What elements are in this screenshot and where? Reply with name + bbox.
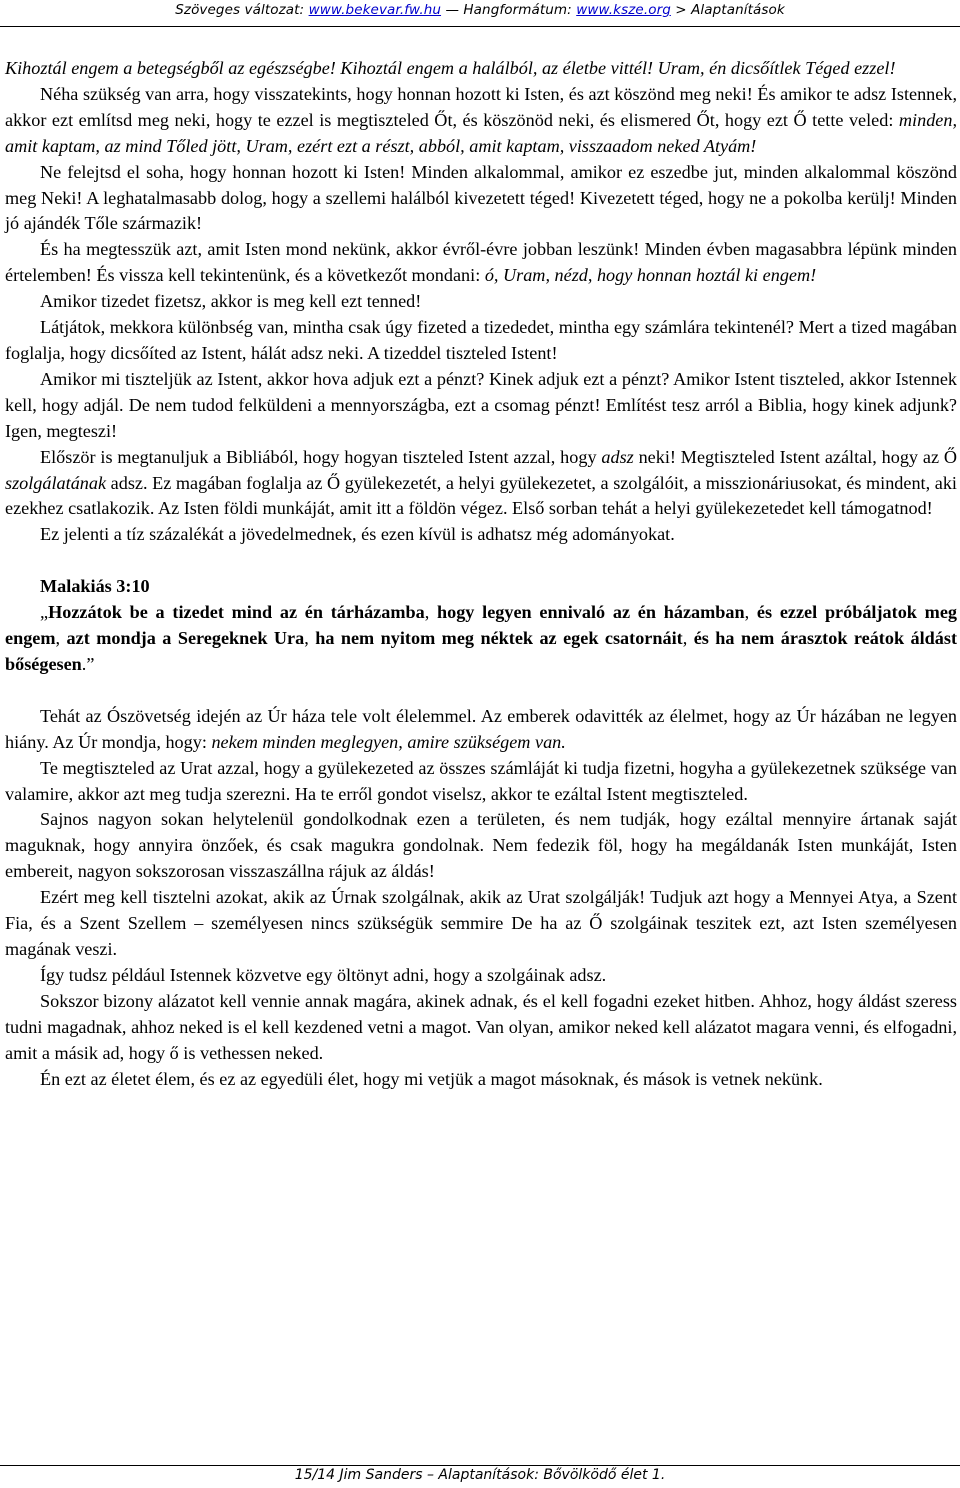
text: Ezért meg kell tisztelni azokat, akik az Úrnak szolgálnak, akik az Urat szolgálják! Tudjuk azt hogy a Mennyei Atya, a Szent Fia, és a Szent Szellem – személyesen nincs szükségük semmire De ha az Ő szolgáinak teszitek ezt, azt Isten személyesen magának veszi. bbox=[5, 887, 957, 959]
text: Ne felejtsd el soha, hogy honnan hozott ki Isten! Minden alkalommal, amikor ez eszedbe jut, minden alkalommal köszönd meg Neki! A leghatalmasabb dolog, hogy a szellemi halálból kivezetett téged! Kivezetett téged, hogy ne a pokolba kerülj! Minden jó ajándék Tőle származik! bbox=[5, 161, 957, 234]
paragraph bbox=[5, 289, 957, 315]
text: , bbox=[682, 628, 694, 649]
text: Ez jelenti a tíz százalékát a jövedelmednek, és ezen kívül is adhatsz még adományokat. bbox=[40, 524, 675, 545]
bold-text: és ha nem árasztok reátok áldást bőségesen bbox=[5, 628, 958, 674]
header-text-prefix: Szöveges változat: bbox=[175, 2, 309, 18]
italic-text: adsz bbox=[601, 446, 634, 467]
open-quote: „ bbox=[40, 602, 49, 623]
paragraph bbox=[5, 445, 957, 523]
paragraph bbox=[5, 756, 957, 808]
close-quote: .” bbox=[81, 653, 95, 674]
text: Látjátok, mekkora különbség van, mintha csak úgy fizeted a tizededet, mintha egy számlára tekintenél? Mert a tized magában foglalja, hogy dicsőíted az Istent, hálát adsz neki. A tizeddel tiszteled Istent! bbox=[5, 317, 957, 363]
text: adsz. Ez magában foglalja az Ő gyülekezetét, a helyi gyülekezetet, a szolgálóit, a misszionáriusokat, és mindent, aki ezekhez csatlakozik. Az Isten földi munkáját, amit itt a földön végez. Első sorban tehát a helyi gyülekezetedet kell támogatnod! bbox=[5, 472, 957, 519]
header-text-suffix: > Alaptanítások bbox=[670, 2, 785, 18]
text: Így tudsz például Istennek közvetve egy öltönyt adni, hogy a szolgáinak adsz. bbox=[40, 964, 607, 985]
footer-divider bbox=[0, 1465, 960, 1466]
text: , bbox=[304, 628, 316, 649]
bold-text: és ezzel próbáljatok meg engem bbox=[5, 602, 957, 649]
header-divider bbox=[0, 26, 960, 27]
paragraph bbox=[5, 704, 957, 756]
paragraph bbox=[5, 885, 957, 963]
bekevar-link[interactable]: www.bekevar.fw.hu bbox=[308, 2, 442, 18]
scripture-reference: Malakiás 3:10 bbox=[40, 576, 150, 597]
paragraph bbox=[5, 82, 957, 160]
paragraph bbox=[5, 963, 957, 989]
paragraph bbox=[5, 315, 957, 367]
text: Amikor mi tiszteljük az Istent, akkor hova adjuk ezt a pénzt? Kinek adjuk ezt a pénzt? Amikor Istent tiszteled, akkor Istennek kell, hogy adjál. De nem tudod felküldeni a mennyországba, ezt a csomag pénzt! Említést tesz arról a Biblia, hogy kinek adjunk? Igen, megteszi! bbox=[5, 368, 957, 441]
scripture-quote bbox=[5, 600, 957, 678]
text: , bbox=[744, 602, 757, 623]
text: , bbox=[55, 628, 67, 649]
text: , bbox=[424, 602, 437, 623]
paragraph bbox=[5, 522, 957, 548]
text: Sokszor bizony alázatot kell vennie annak magára, akinek adnak, és el kell fogadni ezeket hitben. Ahhoz, hogy áldást szeress tudni magadnak, ahhoz neked is el kell kezdened vetni a magot. Van olyan, amikor neked kell alázatot magara venni, és elfogadni, amit a másik ad, hogy ő is vethessen neked. bbox=[5, 990, 957, 1063]
page-header bbox=[0, 2, 960, 18]
paragraph bbox=[5, 56, 957, 82]
header-text-mid: — Hangformátum: bbox=[441, 2, 577, 18]
text: Először is megtanuljuk a Bibliából, hogy hogyan tiszteled Istent azzal, hogy bbox=[40, 446, 602, 467]
spacer bbox=[5, 548, 957, 574]
paragraph bbox=[5, 989, 957, 1067]
bold-text: ha nem nyitom meg néktek az egek csatornáit bbox=[315, 628, 683, 649]
paragraph bbox=[5, 367, 957, 445]
paragraph bbox=[5, 160, 957, 238]
paragraph bbox=[5, 1067, 957, 1093]
text: Amikor tizedet fizetsz, akkor is meg kell ezt tenned! bbox=[40, 291, 422, 312]
ksze-link[interactable]: www.ksze.org bbox=[576, 2, 671, 18]
text: Én ezt az életet élem, és ez az egyedüli élet, hogy mi vetjük a magot másoknak, és mások is vetnek nekünk. bbox=[40, 1068, 823, 1089]
text: Sajnos nagyon sokan helytelenül gondolkodnak ezen a területen, és nem tudják, hogy ezáltal mennyire ártanak saját maguknak, hogy annyira önzőek, és csak magukra gondolnak. Nem fedezik föl, hogy ha megáldanák Isten munkáját, Isten embereit, nagyon sokszorosan visszaszállna rájuk az áldás! bbox=[5, 809, 957, 882]
bold-text: azt mondja a Seregeknek Ura bbox=[66, 628, 305, 649]
text: Te megtiszteled az Urat azzal, hogy a gyülekezeted az összes számláját ki tudja fizetni, hogyha a gyülekezetnek szüksége van valamire, akkor azt meg tudja szerezni. Ha te erről gondot viselsz, akkor te ezáltal Istent megtiszteled. bbox=[5, 757, 957, 804]
text: Néha szükség van arra, hogy visszatekints, hogy honnan hozott ki Isten, és azt köszönd meg neki! És amikor te adsz Istennek, akkor ezt említsd meg neki, hogy te ezzel is megtiszteled Őt, és köszönöd neki, és elismered Őt, hogy ezt Ő tette veled: bbox=[5, 83, 957, 130]
bold-text: Hozzátok be a tizedet mind az én tárházamba bbox=[48, 602, 425, 623]
italic-text: szolgálatának bbox=[5, 472, 107, 493]
italic-text: nekem minden meglegyen, amire szükségem van. bbox=[211, 731, 566, 752]
text: És ha megtesszük azt, amit Isten mond nekünk, akkor évről-évre jobban leszünk! Minden évben magasabbra lépünk minden értelemben! És vissza kell tekintenünk, és a következőt mondani: bbox=[5, 239, 957, 286]
text: neki! Megtiszteled Istent azáltal, hogy az Ő bbox=[633, 446, 957, 467]
bold-text: hogy legyen ennivaló az én házamban bbox=[437, 602, 745, 623]
paragraph bbox=[5, 237, 957, 289]
document-body bbox=[5, 56, 957, 1092]
italic-text: Kihoztál engem a betegségből az egészségbe! Kihoztál engem a halálból, az életbe vittél! Uram, én dicsőítlek Téged ezzel! bbox=[5, 58, 896, 78]
spacer bbox=[5, 678, 957, 704]
paragraph bbox=[5, 807, 957, 885]
italic-text: ó, Uram, nézd, hogy honnan hoztál ki engem! bbox=[484, 265, 817, 286]
page-footer: 15/14 Jim Sanders – Alaptanítások: Bővölködő élet 1. bbox=[294, 1467, 666, 1483]
text: Tehát az Ószövetség idején az Úr háza tele volt élelemmel. Az emberek odavitték az élelmet, hogy az Úr házában ne legyen hiány. Az Úr mondja, hogy: bbox=[5, 705, 957, 752]
italic-text: minden, amit kaptam, az mind Tőled jött, Uram, ezért ezt a részt, abból, amit kaptam, visszaadom neked Atyám! bbox=[5, 109, 957, 156]
